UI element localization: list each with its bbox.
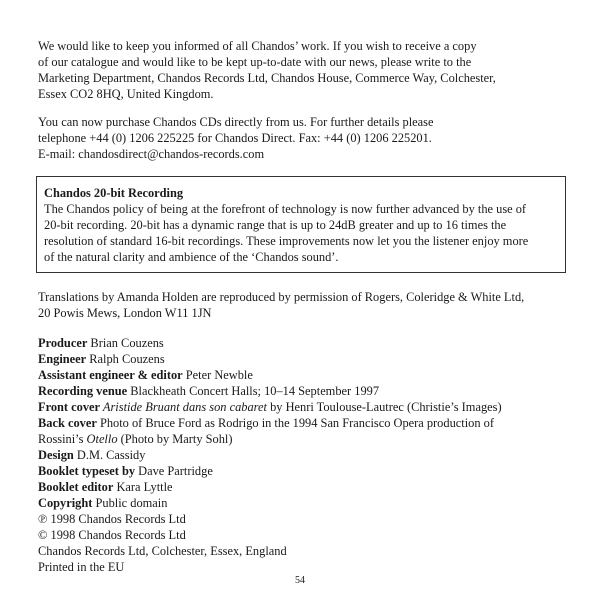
printed-in: Printed in the EU [38,560,125,574]
credit-producer [38,335,568,351]
credit-value: Public domain [92,496,168,510]
credit-front-cover [38,399,568,415]
translations-line: Translations by Amanda Holden are reproduced by permission of Rogers, Coleridge & White Ltd, [38,290,525,304]
credit-label: Booklet editor [38,480,114,494]
translations-line: 20 Powis Mews, London W11 1JN [38,306,212,320]
booklet-page [38,38,568,575]
purchase-line: telephone +44 (0) 1206 225225 for Chandos Direct. Fax: +44 (0) 1206 225201. [38,131,432,145]
credit-value: Rossini’s [38,432,87,446]
credit-back-cover [38,415,568,431]
credit-value: Brian Couzens [87,336,164,350]
credit-engineer [38,351,568,367]
phonogram-notice: ℗ 1998 Chandos Records Ltd [38,512,186,526]
recording-info-box [36,176,566,273]
recording-box-line: resolution of standard 16-bit recordings. These improvements now let you the listener enjoy more [44,234,529,248]
credit-design [38,447,568,463]
credit-booklet-editor [38,479,568,495]
intro-paragraph [38,38,568,102]
recording-box-line: of the natural clarity and ambience of the ‘Chandos sound’. [44,250,339,264]
credit-label: Producer [38,336,88,350]
credit-assistant-engineer [38,367,568,383]
credits-block [38,335,568,575]
credit-back-cover-continued [38,431,568,447]
credit-value: Photo of Bruce Ford as Rodrigo in the 1994 San Francisco Opera production of [96,416,494,430]
intro-line: We would like to keep you informed of all Chandos’ work. If you wish to receive a copy [38,39,477,53]
credit-value: Peter Newble [182,368,253,382]
credit-copyright [38,495,568,511]
label-address: Chandos Records Ltd, Colchester, Essex, England [38,544,287,558]
purchase-line: E-mail: chandosdirect@chandos-records.com [38,147,265,161]
translations-paragraph [38,289,568,321]
credit-value: by Henri Toulouse-Lautrec (Christie’s Images) [266,400,502,414]
credit-value: Dave Partridge [135,464,213,478]
purchase-line: You can now purchase Chandos CDs directly from us. For further details please [38,115,434,129]
credit-label: Booklet typeset by [38,464,136,478]
credit-label: Front cover [38,400,101,414]
recording-box-line: 20-bit recording. 20-bit has a dynamic range that is up to 24dB greater and up to 16 times the [44,218,507,232]
recording-box-line: The Chandos policy of being at the forefront of technology is now further advanced by the use of [44,202,527,216]
credit-value: Blackheath Concert Halls; 10–14 September 1997 [127,384,380,398]
intro-line: Marketing Department, Chandos Records Ltd, Chandos House, Commerce Way, Colchester, [38,71,496,85]
credit-label: Back cover [38,416,97,430]
opera-title: Otello [86,432,118,446]
credit-label: Assistant engineer & editor [38,368,183,382]
credit-typeset [38,463,568,479]
page-number: 54 [295,575,305,586]
credit-value: Ralph Couzens [86,352,165,366]
copyright-notice: © 1998 Chandos Records Ltd [38,528,186,542]
credit-value: D.M. Cassidy [73,448,146,462]
intro-line: Essex CO2 8HQ, United Kingdom. [38,87,214,101]
artwork-title: Aristide Bruant dans son cabaret [100,400,267,414]
recording-box-title: Chandos 20-bit Recording [44,186,184,200]
credit-label: Design [38,448,74,462]
credit-label: Recording venue [38,384,128,398]
credit-label: Copyright [38,496,93,510]
intro-line: of our catalogue and would like to be kept up-to-date with our news, please write to the [38,55,472,69]
credit-label: Engineer [38,352,87,366]
credit-value: (Photo by Marty Sohl) [117,432,233,446]
credit-recording-venue [38,383,568,399]
purchase-paragraph [38,114,568,162]
credit-value: Kara Lyttle [113,480,173,494]
